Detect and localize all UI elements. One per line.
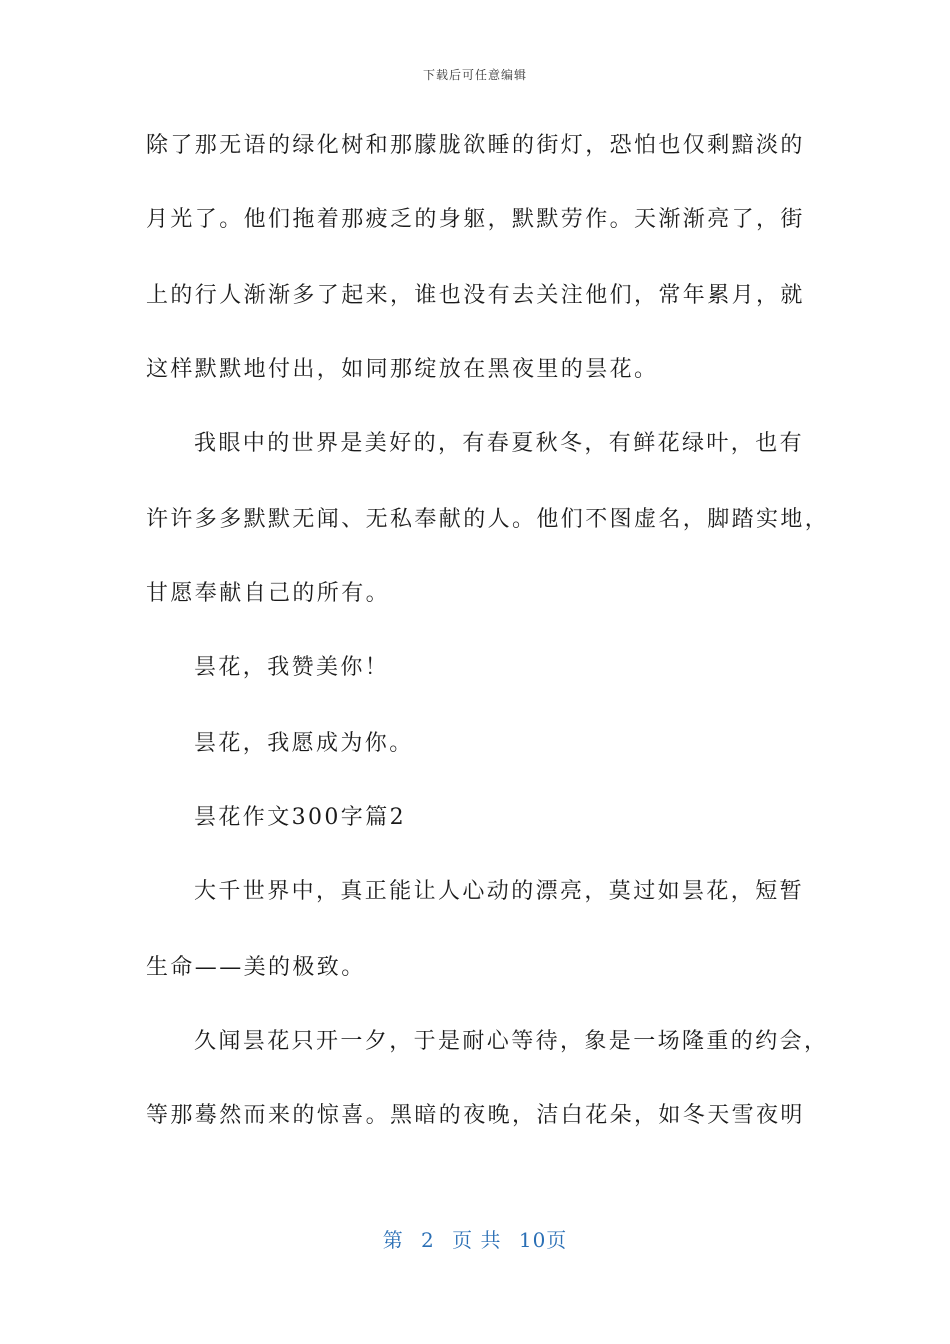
paragraph-start-line: 我眼中的世界是美好的，有春夏秋冬，有鲜花绿叶，也有 — [194, 431, 805, 456]
text-line: 除了那无语的绿化树和那朦胧欲睡的街灯，恐怕也仅剩黯淡的 — [146, 133, 805, 158]
paragraph-start-line: 大千世界中，真正能让人心动的漂亮，莫过如昙花，短暂 — [194, 879, 805, 904]
paragraph-start-line: 久闻昙花只开一夕，于是耐心等待，象是一场隆重的约会， — [194, 1029, 829, 1054]
text-line: 上的行人渐渐多了起来，谁也没有去关注他们，常年累月，就 — [146, 283, 805, 308]
page-header: 下载后可任意编辑 — [422, 68, 527, 82]
text-line: 许许多多默默无闻、无私奉献的人。他们不图虚名，脚踏实地， — [146, 507, 830, 532]
text-line: 甘愿奉献自己的所有。 — [146, 581, 391, 606]
text-line: 生命——美的极致。 — [146, 955, 366, 980]
paragraph-start-line: 昙花，我赞美你！ — [194, 655, 390, 680]
current-page-number: 2 — [421, 1228, 435, 1252]
total-pages: 10页 — [518, 1228, 568, 1252]
paragraph-start-line: 昙花，我愿成为你。 — [194, 731, 414, 756]
page-number-footer — [0, 1224, 950, 1253]
text-line: 这样默默地付出，如同那绽放在黑夜里的昙花。 — [146, 357, 659, 382]
page-label-prefix: 第 — [382, 1228, 404, 1252]
section-heading: 昙花作文300字篇2 — [194, 805, 406, 830]
text-line: 等那蓦然而来的惊喜。黑暗的夜晚，洁白花朵，如冬天雪夜明 — [146, 1103, 805, 1128]
page-label-middle: 页 共 — [452, 1228, 502, 1252]
text-line: 月光了。他们拖着那疲乏的身躯，默默劳作。天渐渐亮了，街 — [146, 207, 805, 232]
